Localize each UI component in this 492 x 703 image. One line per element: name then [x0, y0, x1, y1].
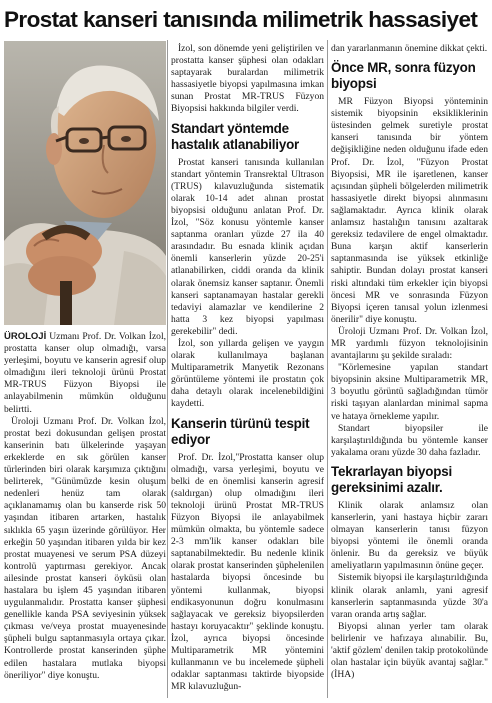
body-paragraph: Prostat kanseri tanısında kullanılan standart yöntemin Transrektal Ultrason (TRUS) kılavuzluğunda sistematik olarak 10-14 adet alınan prostat biyopsisi olduğunu anlatan Prof. Dr. İzol, "Söz konusu yöntemle kanser saptanma oranları yüzde 27 ila 40 arasındadır. Bu esnada klinik açıdan önemli kanserlerin yüzde 20-25'i atlanabilirken, ciddi oranda da klinik olarak önemsiz kanser saptanır. Önemli kanseri saptanamayan hastalar gerekli tedaviyi alamazlar ve kendilerine 2 hatta 3 kez biyopsi yapılması gerekebilir" dedi.: [171, 156, 324, 337]
column-one: [4, 331, 166, 699]
column-divider: [167, 40, 168, 698]
headline: Prostat kanseri tanısında milimetrik hassasiyet: [4, 7, 478, 32]
body-paragraph: MR Füzyon Biyopsi yönteminin sistemik biyopsinin eksikliklerinin üstesinden gelmek suretiyle prostat kanseri tanısında bir yöntem değişikliğine neden olduğunu ifade eden Prof. Dr. İzol, "Füzyon Prostat Biyopsisi, MR ile işaretlenen, kanser açısından şüpheli bölgelerden milimetrik hassasiyetle direkt biyopsi alınmasını sağlamaktadır. Ayrıca klinik olarak anlamsız hastalığın tanısını azaltarak gereksiz tedavilere de engel olmaktadır. Buna karşın aktif kanserlerin saptanmasında ise yüksek etkinliğe sahiptir. Bundan dolayı prostat kanseri riski altındaki tüm erkekler için biyopsi öncesi MR ve sonrasında Füzyon Biyopsi içeren tanısal yolun izlenmesi önerilir" diye konuştu.: [331, 96, 488, 325]
body-paragraph: Biyopsi alınan yerler tam olarak belirlenir ve hafızaya alınabilir. Bu, 'aktif gözlem' denilen takip protokolünde olan hastalar için büyük avantaj sağlar." (İHA): [331, 620, 488, 681]
lead-text: Uzmanı Prof. Dr. Volkan İzol, prostatta kanser olup olmadığı, varsa yerleşimi, boyutu ve kanserin agresif olup olmadığını ileri teknoloji ürünü Prostat MR-TRUS Füzyon Biyopsi ile anlayabilmenin mümkün olduğunu belirtti.: [4, 331, 166, 415]
body-paragraph: İzol, son yıllarda gelişen ve yaygın olarak kullanılmaya başlanan Multiparametrik Manyetik Rezonans görüntüleme yöntemi ile prostatın çok daha detaylı olarak incelenebildiğini kaydetti.: [171, 337, 324, 410]
column-two: [171, 43, 324, 698]
body-paragraph: Üroloji Uzmanı Prof. Dr. Volkan İzol, prostat bezi dokusundan gelişen prostat kanserinin batı ülkelerinde yaşayan erkeklerde en sık görülen kanser türlerinden biri olarak karşımıza çıktığını belirterek, "Günümüzde kesin oluşum nedenleri henüz tam olarak açıklanamamış olan bu kanserde risk 50 yaşından itibaren artarken, hastalık sıklıkla 65 yaşın üzerinde görülüyor. Her erkeğin 50 yaşından itibaren yılda bir kez prostat muayenesi ve serum PSA düzeyi kontrolü yaptırması gerekiyor. Ancak ailesinde prostat kanseri öyküsü olan hastalara bu işlem 45 yaşından itibaren uygulanmalıdır. Prostatta kanser şüphesi genellikle kanda PSA seviyesinin yüksek çıkması ve/veya prostat muayenesinde şüpheli bulgu saptanmasıyla ortaya çıkar. Kontrollerde prostat kanserinden şüphe edilen hastalara mutlaka biyopsi öneriliyor" diye konuştu.: [4, 415, 166, 681]
portrait-photo: [4, 41, 166, 325]
subheading: Standart yöntemde hastalık atlanabiliyor: [171, 120, 300, 152]
subheading: Tekrarlayan biyopsi gereksinimi azalır.: [331, 463, 452, 495]
body-paragraph: Prof. Dr. İzol,"Prostatta kanser olup olmadığı, varsa yerleşimi, boyutu ve belki de en önemlisi kanserin agresif (saldırgan) olup olmadığını ileri teknoloji ürünü Prostat MR-TRUS Füzyon Biyopsi ile anlayabilmek mümkün olmakta, bu yöntemle sadece 2-3 mm'lik kanser odakları bile saptanabilmektedir. Bu nedenle klinik olarak prostat kanserinden şüphelenilen hastalarda biyopsi öncesinde bu yöntemi kullanmak, biyopsi endikasyonunun doğru konulmasını sağlayacak ve gereksiz biyopsilerden hastayı koruyacaktır" şeklinde konuştu. İzol, ayrıca biyopsi öncesinde Multiparametrik MR yöntemini kullanmanın ve bu incelemede şüpheli odaklar saptanması taktirde biyopside MR kılavuzluğun-: [171, 451, 324, 693]
body-paragraph: Sistemik biyopsi ile karşılaştırıldığında klinik olarak anlamlı, yani agresif kanserlerin saptanmasında yüzde 30'a varan oranda artış sağlar.: [331, 572, 488, 620]
body-paragraph: İzol, son dönemde yeni geliştirilen ve prostatta kanser şüphesi olan odakları saptayarak buralardan milimetrik hassasiyetle biyopsi yapılmasına imkan sunan Prostat MR-TRUS Füzyon Biyopsisi hakkında bilgiler verdi.: [171, 43, 324, 115]
lead-label: ÜROLOJİ: [4, 331, 47, 342]
subheading: Önce MR, sonra füzyon biyopsi: [331, 60, 476, 92]
body-paragraph: Klinik olarak anlamsız olan kanserlerin, yani hastaya hiçbir zararı olmayan kanserlerin tanısı füzyon biyopsi yöntemi ile önemli oranda önlenir. Bu da gereksiz ve büyük ameliyatların yapılmasının önüne geçer.: [331, 499, 488, 572]
body-paragraph: "Körlemesine yapılan standart biyopsinin aksine Multiparametrik MR, 3 boyutlu görüntü sağladığından tümör riski taşıyan alanlardan minimal sapma ve hataya örnekleme yapılır.: [331, 362, 488, 422]
body-paragraph: dan yararlanmanın önemine dikkat çekti.: [331, 43, 488, 54]
subheading: Kanserin türünü tespit ediyor: [171, 415, 310, 447]
body-paragraph: Standart biyopsiler ile karşılaştırıldığında bu yöntemle kanser yakalama oranı yüzde 30 daha fazladır.: [331, 422, 488, 458]
portrait-illustration: [4, 41, 166, 325]
lead-paragraph: [4, 331, 166, 416]
body-paragraph: Üroloji Uzmanı Prof. Dr. Volkan İzol, MR yardımlı füzyon teknolojisinin avantajlarını şu şekilde sıraladı:: [331, 325, 488, 362]
column-divider: [327, 40, 328, 698]
column-three: [331, 43, 488, 698]
